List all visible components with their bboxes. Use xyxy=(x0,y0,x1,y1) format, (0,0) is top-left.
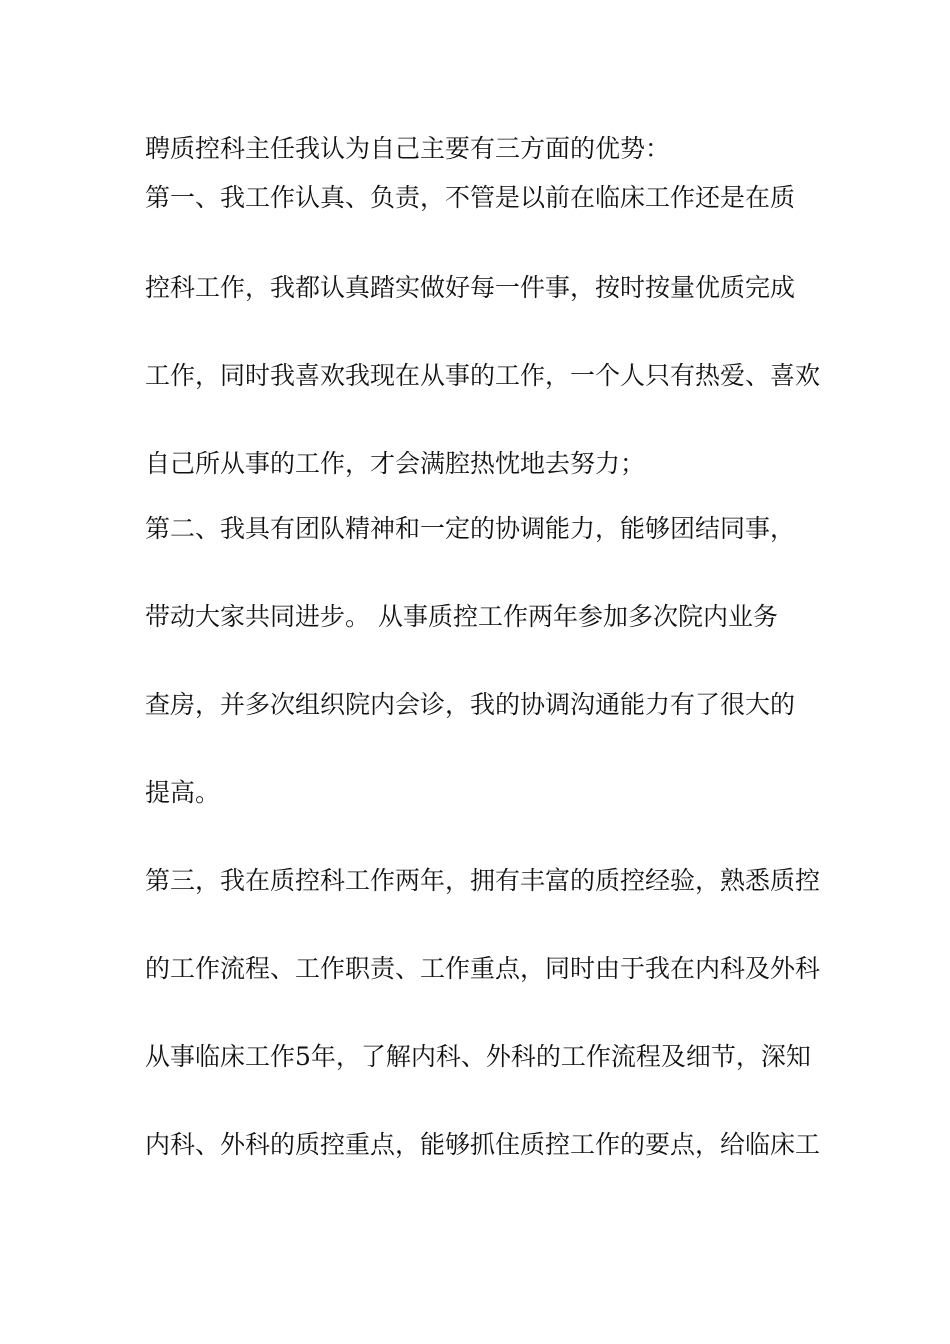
text-line-10: 第三，我在质控科工作两年，拥有丰富的质控经验，熟悉质控 xyxy=(145,866,821,895)
text-line-6: 第二、我具有团队精神和一定的协调能力，能够团结同事， xyxy=(145,514,796,543)
text-line-2: 第一、我工作认真、负责，不管是以前在临床工作还是在质 xyxy=(145,183,796,212)
text-line-7: 带动大家共同进步。 从事质控工作两年参加多次院内业务 xyxy=(145,602,778,631)
text-line-11: 的工作流程、工作职责、工作重点，同时由于我在内科及外科 xyxy=(145,954,821,983)
text-line-13: 内科、外科的质控重点，能够抓住质控工作的要点，给临床工 xyxy=(145,1130,821,1159)
text-line-1: 聘质控科主任我认为自己主要有三方面的优势： xyxy=(145,134,671,163)
text-line-8: 查房，并多次组织院内会诊，我的协调沟通能力有了很大的 xyxy=(145,690,796,719)
text-line-4: 工作，同时我喜欢我现在从事的工作，一个人只有热爱、喜欢 xyxy=(145,361,821,390)
text-line-5: 自己所从事的工作，才会满腔热忱地去努力； xyxy=(145,449,646,478)
text-line-3: 控科工作，我都认真踏实做好每一件事，按时按量优质完成 xyxy=(145,273,796,302)
text-line-12: 从事临床工作5年，了解内科、外科的工作流程及细节，深知 xyxy=(145,1042,811,1071)
text-line-9: 提高。 xyxy=(145,778,221,807)
